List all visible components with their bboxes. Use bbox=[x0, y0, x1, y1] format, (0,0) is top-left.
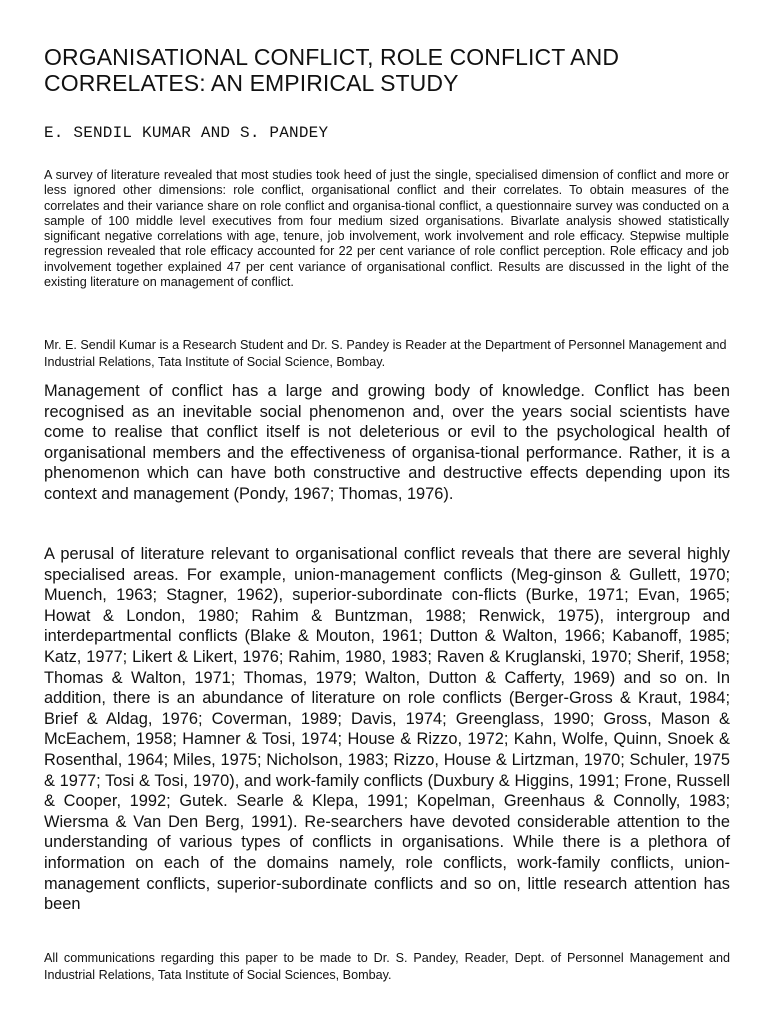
title-line-2: CORRELATES: AN EMPIRICAL STUDY bbox=[44, 70, 459, 96]
correspondence-footnote: All communications regarding this paper to be made to Dr. S. Pandey, Reader, Dept. of Personnel Management and Industrial Relations, Tata Institute of Social Sciences, Bombay. bbox=[44, 951, 730, 982]
body-paragraph-1: Management of conflict has a large and growing body of knowledge. Conflict has been recognised as an inevitable social phenomenon and, over the years social scientists have come to realise that conflict itself is not deleterious or evil to the psychological health of organisational members and the effectiveness of organisa-tional performance. Rather, it is a phenomenon which can have both constructive and destructive effects depending upon its context and management (Pondy, 1967; Thomas, 1976). bbox=[44, 382, 730, 503]
body-paragraph-2: A perusal of literature relevant to organisational conflict reveals that there are several highly specialised areas. For example, union-management conflicts (Meg-ginson & Gullett, 1970; Muench, 1963; Stagner, 1962), superior-subordinate con-flicts (Burke, 1971; Evan, 1965; Howat & London, 1980; Rahim & Buntzman, 1988; Renwick, 1975), intergroup and interdepartmental conflicts (Blake & Mouton, 1961; Dutton & Walton, 1966; Kabanoff, 1985; Katz, 1977; Likert & Likert, 1976; Rahim, 1980, 1983; Raven & Kruglanski, 1970; Sherif, 1958; Thomas & Walton, 1971; Thomas, 1979; Walton, Dutton & Cafferty, 1969) and so on. In addition, there is an abundance of literature on role conflicts (Berger-Gross & Kraut, 1984; Brief & Aldag, 1976; Coverman, 1989; Davis, 1974; Greenglass, 1990; Gross, Mason & McEachem, 1958; Hamner & Tosi, 1974; House & Rizzo, 1972; Kahn, Wolfe, Quinn, Snoek & Rosenthal, 1964; Miles, 1975; Nicholson, 1983; Rizzo, House & Lirtzman, 1970; Schuler, 1975 & 1977; Tosi & Tosi, 1970), and work-family conflicts (Duxbury & Higgins, 1991; Frone, Russell & Cooper, 1992; Gutek. Searle & Klepa, 1991; Kopelman, Greenhaus & Connolly, 1983; Wiersma & Van Den Berg, 1991). Re-searchers have devoted considerable attention to the understanding of various types of conflicts in organisations. While there is a plethora of information on each of the domains namely, role conflicts, work-family conflicts, union-management conflicts, superior-subordinate conflicts and so on, little research attention has been bbox=[44, 545, 730, 914]
author-affiliation: Mr. E. Sendil Kumar is a Research Student and Dr. S. Pandey is Reader at the Department of Personnel Management and Industrial Relations, Tata Institute of Social Science, Bombay. bbox=[44, 338, 727, 369]
title-line-1: ORGANISATIONAL CONFLICT, ROLE CONFLICT AND bbox=[44, 44, 620, 70]
paper-title bbox=[44, 44, 734, 96]
abstract: A survey of literature revealed that most studies took heed of just the single, specialised dimension of conflict and more or less ignored other dimensions: role conflict, organisational conflict and their correlates. To obtain measures of the correlates and their variance share on role conflict and organisa-tional conflict, a questionnaire survey was conducted on a sample of 100 middle level executives from four medium sized organisations. Bivarlate analysis showed statistically significant negative correlations with age, tenure, job involvement, work involvement and role efficacy. Stepwise multiple regression revealed that role efficacy accounted for 22 per cent variance of role conflict perception. Role efficacy and job involvement together explained 47 per cent variance of organisational conflict. Results are discussed in the light of the existing literature on management of conflict. bbox=[44, 168, 729, 290]
authors-line: E. SENDIL KUMAR AND S. PANDEY bbox=[44, 124, 329, 142]
